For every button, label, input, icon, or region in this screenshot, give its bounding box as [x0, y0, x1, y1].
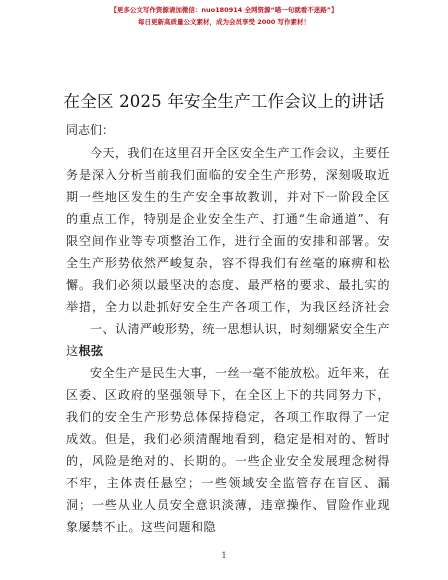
banner-line-2: 每日更新高质量公文素材，成为会员享受 2000 写作素材！ — [137, 18, 311, 26]
body-paragraph-1: 今天，我们在这里召开全区安全生产工作会议，主要任务是深入分析当前我们面临的安全生产形势，深刻吸取近期一些地区发生的生产安全事故教训，并对下一阶段全区的重点工作，特别是企业安全生产、打通“生命通道”、有限空间作业等专项整治工作，进行全面的安排和部署。安全生产形势依然严峻复杂，容不得我们有丝毫的麻痹和松懈。我们必须以最坚决的态度、最严格的要求、最扎实的举措，全力以赴抓好安全生产各项工作，为我区经济社会 — [66, 146, 390, 314]
banner-line-1: 【更多公文写作资源请加微信：nuo180914 全网资源“喵一句就看不迷路”】 — [110, 6, 338, 14]
section-heading-1-text: 一、认清严峻形势，统一思想认识，时刻绷紧安全生产这 — [66, 322, 390, 358]
promo-banner — [0, 4, 448, 28]
document-title: 在全区 2025 年安全生产工作会议上的讲话 — [63, 92, 385, 111]
section-heading-1 — [66, 318, 390, 362]
salutation: 同志们： — [66, 123, 115, 137]
page-number: 1 — [221, 551, 227, 560]
section-heading-1-bold: 根弦 — [78, 344, 104, 358]
body-paragraph-2: 安全生产是民生大事，一丝一毫不能放松。近年来，在区委、区政府的坚强领导下，在全区上下的共同努力下，我们的安全生产形势总体保持稳定，各项工作取得了一定成效。但是，我们必须清醒地看到，稳定是相对的、暂时的，风险是绝对的、长期的。一些企业安全发展理念树得不牢，主体责任悬空；一些领域安全监管存在盲区、漏洞；一些从业人员安全意识淡薄，违章操作、冒险作业现象屡禁不止。这些问题和隐 — [66, 366, 390, 534]
